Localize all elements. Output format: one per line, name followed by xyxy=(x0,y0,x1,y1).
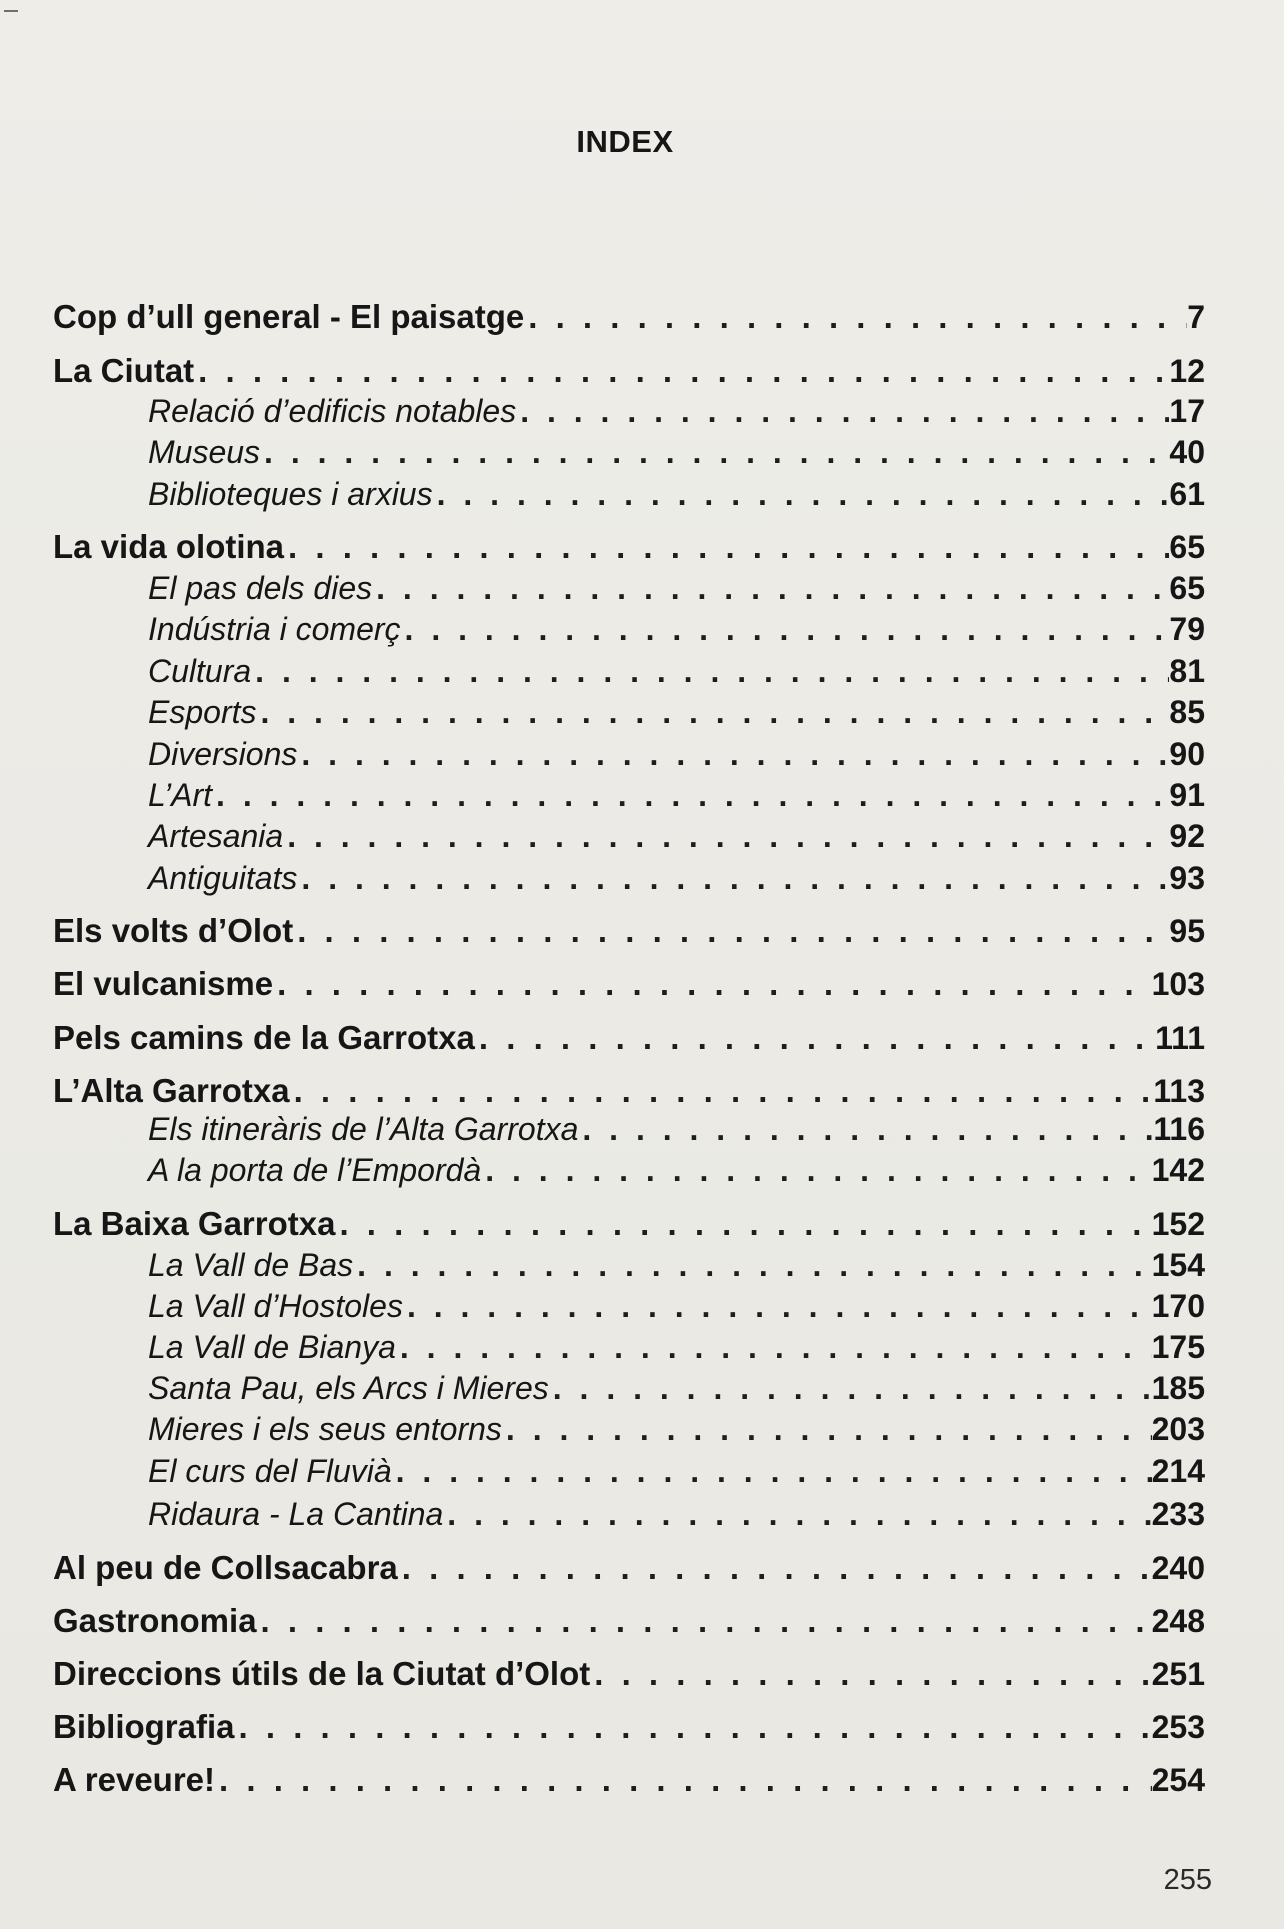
toc-subsection-entry xyxy=(148,736,1205,776)
toc-entry-title: Els itineràris de l’Alta Garrotxa xyxy=(148,1111,579,1147)
toc-entry-page: 152 xyxy=(1151,1206,1205,1242)
toc-entry-page: 116 xyxy=(1153,1111,1205,1147)
dot-leader xyxy=(524,298,1187,336)
toc-subsection-entry xyxy=(148,1411,1205,1451)
toc-entry-page: 40 xyxy=(1169,434,1205,470)
toc-entry-title: Cop d’ull general - El paisatge xyxy=(53,298,525,335)
toc-entry-page: 240 xyxy=(1151,1550,1205,1586)
toc-section-entry xyxy=(53,1549,1205,1589)
dot-leader xyxy=(396,1329,1152,1366)
toc-entry-title: Al peu de Collsacabra xyxy=(53,1549,398,1586)
toc-entry-title: El curs del Fluvià xyxy=(148,1453,392,1489)
dot-leader xyxy=(251,653,1169,690)
toc-entry-title: Ridaura - La Cantina xyxy=(148,1496,444,1532)
dot-leader xyxy=(260,434,1169,471)
dot-leader xyxy=(475,1019,1155,1057)
dot-leader xyxy=(481,1152,1151,1189)
toc-entry-title: L’Art xyxy=(148,777,213,813)
toc-entry-page: 90 xyxy=(1169,736,1205,772)
toc-subsection-entry xyxy=(148,1111,1205,1151)
dot-leader xyxy=(283,818,1169,855)
toc-entry-page: 248 xyxy=(1151,1603,1205,1639)
toc-section-entry xyxy=(53,1019,1205,1059)
toc-entry-title: L’Alta Garrotxa xyxy=(53,1072,290,1109)
dot-leader xyxy=(403,1288,1152,1325)
toc-entry-title: Gastronomia xyxy=(53,1602,257,1639)
toc-entry-page: 142 xyxy=(1151,1152,1205,1188)
toc-entry-title: La Vall de Bianya xyxy=(148,1329,396,1365)
toc-subsection-entry xyxy=(148,694,1205,734)
dot-leader xyxy=(401,611,1170,648)
dot-leader xyxy=(443,1496,1151,1533)
page-title: INDEX xyxy=(576,124,674,159)
toc-section-entry xyxy=(53,1761,1205,1801)
toc-section-entry xyxy=(53,912,1205,952)
toc-entry-title: Mieres i els seus entorns xyxy=(148,1411,502,1447)
toc-entry-page: 65 xyxy=(1169,529,1205,565)
toc-entry-page: 251 xyxy=(1151,1656,1205,1692)
toc-entry-page: 85 xyxy=(1169,694,1205,730)
toc-entry-page: 154 xyxy=(1151,1247,1205,1283)
toc-entry-page: 254 xyxy=(1151,1762,1205,1798)
toc-section-entry xyxy=(53,1072,1205,1112)
toc-entry-page: 111 xyxy=(1155,1020,1205,1056)
toc-entry-title: Pels camins de la Garrotxa xyxy=(53,1019,475,1056)
toc-entry-title: La Vall d’Hostoles xyxy=(148,1288,403,1324)
toc-entry-title: Santa Pau, els Arcs i Mieres xyxy=(148,1370,549,1406)
toc-entry-title: A la porta de l’Empordà xyxy=(148,1152,482,1188)
toc-entry-page: 175 xyxy=(1151,1329,1205,1365)
dot-leader xyxy=(257,1602,1152,1640)
toc-entry-title: Bibliografia xyxy=(53,1708,235,1745)
toc-subsection-entry xyxy=(148,611,1205,651)
dot-leader xyxy=(353,1247,1151,1284)
dot-leader xyxy=(284,528,1169,566)
toc-section-entry xyxy=(53,298,1205,338)
dot-leader xyxy=(578,1111,1153,1148)
dot-leader xyxy=(194,352,1169,390)
toc-entry-title: Cultura xyxy=(148,653,252,689)
dot-leader xyxy=(293,912,1169,950)
toc-entry-title: La Baixa Garrotxa xyxy=(53,1205,336,1242)
dot-leader xyxy=(273,965,1152,1003)
toc-entry-title: La Ciutat xyxy=(53,352,195,389)
toc-entry-page: 65 xyxy=(1169,570,1205,606)
toc-entry-page: 91 xyxy=(1169,777,1205,813)
toc-entry-title: Esports xyxy=(148,694,257,730)
toc-entry-page: 253 xyxy=(1151,1709,1205,1745)
toc-section-entry xyxy=(53,965,1205,1005)
toc-subsection-entry xyxy=(148,570,1205,610)
toc-entry-page: 233 xyxy=(1151,1496,1205,1532)
toc-entry-title: Diversions xyxy=(148,736,298,772)
toc-subsection-entry xyxy=(148,1453,1205,1493)
toc-entry-page: 214 xyxy=(1151,1453,1205,1489)
dot-leader xyxy=(335,1205,1151,1243)
page-number: 255 xyxy=(1163,1864,1212,1896)
dot-leader xyxy=(235,1708,1152,1746)
dot-leader xyxy=(433,476,1170,513)
toc-entry-title: Indústria i comerç xyxy=(148,611,401,647)
toc-subsection-entry xyxy=(148,653,1205,693)
toc-entry-page: 7 xyxy=(1187,299,1205,335)
toc-section-entry xyxy=(53,528,1205,568)
toc-entry-page: 12 xyxy=(1169,353,1205,389)
toc-entry-page: 170 xyxy=(1151,1288,1205,1324)
toc-entry-page: 95 xyxy=(1169,913,1205,949)
toc-section-entry xyxy=(53,1708,1205,1748)
toc-entry-title: La vida olotina xyxy=(53,528,285,565)
toc-subsection-entry xyxy=(148,434,1205,474)
toc-entry-title: Biblioteques i arxius xyxy=(148,476,433,512)
toc-section-entry xyxy=(53,1655,1205,1695)
toc-subsection-entry xyxy=(148,1288,1205,1328)
dot-leader xyxy=(549,1370,1152,1407)
toc-entry-page: 185 xyxy=(1151,1370,1205,1406)
toc-entry-page: 93 xyxy=(1169,860,1205,896)
toc-entry-title: El pas dels dies xyxy=(148,570,373,606)
toc-subsection-entry xyxy=(148,1370,1205,1410)
toc-entry-title: La Vall de Bas xyxy=(148,1247,354,1283)
dot-leader xyxy=(502,1411,1152,1448)
toc-entry-page: 92 xyxy=(1169,818,1205,854)
dot-leader xyxy=(590,1655,1151,1693)
dot-leader xyxy=(297,860,1169,897)
dot-leader xyxy=(212,777,1169,814)
toc-entry-title: Relació d’edificis notables xyxy=(148,393,517,429)
toc-subsection-entry xyxy=(148,1152,1205,1192)
toc-section-entry xyxy=(53,1602,1205,1642)
toc-entry-title: Museus xyxy=(148,434,261,470)
toc-subsection-entry xyxy=(148,393,1205,433)
toc-section-entry xyxy=(53,352,1205,392)
dot-leader xyxy=(398,1549,1152,1587)
toc-entry-page: 79 xyxy=(1169,611,1205,647)
toc-subsection-entry xyxy=(148,1496,1205,1536)
toc-entry-page: 17 xyxy=(1169,393,1205,429)
dot-leader xyxy=(372,570,1169,607)
toc-subsection-entry xyxy=(148,818,1205,858)
toc-entry-title: Els volts d’Olot xyxy=(53,912,294,949)
toc-entry-title: Direccions útils de la Ciutat d’Olot xyxy=(53,1655,591,1692)
dot-leader xyxy=(392,1453,1152,1490)
dot-leader xyxy=(290,1072,1154,1110)
toc-subsection-entry xyxy=(148,476,1205,516)
toc-subsection-entry xyxy=(148,860,1205,900)
toc-entry-page: 113 xyxy=(1153,1073,1205,1109)
toc-entry-page: 203 xyxy=(1151,1411,1205,1447)
toc-subsection-entry xyxy=(148,777,1205,817)
dot-leader xyxy=(516,393,1169,430)
toc-entry-title: Artesania xyxy=(148,818,284,854)
toc-entry-title: Antiguitats xyxy=(148,860,298,896)
toc-entry-page: 81 xyxy=(1169,653,1205,689)
toc-entry-page: 103 xyxy=(1151,966,1205,1002)
toc-section-entry xyxy=(53,1205,1205,1245)
dot-leader xyxy=(215,1761,1152,1799)
toc-entry-title: A reveure! xyxy=(53,1761,216,1798)
toc-entry-title: El vulcanisme xyxy=(53,965,274,1002)
toc-entry-page: 61 xyxy=(1169,476,1205,512)
toc-subsection-entry xyxy=(148,1247,1205,1287)
toc-subsection-entry xyxy=(148,1329,1205,1369)
dot-leader xyxy=(297,736,1169,773)
scan-mark xyxy=(4,10,18,12)
dot-leader xyxy=(256,694,1169,731)
